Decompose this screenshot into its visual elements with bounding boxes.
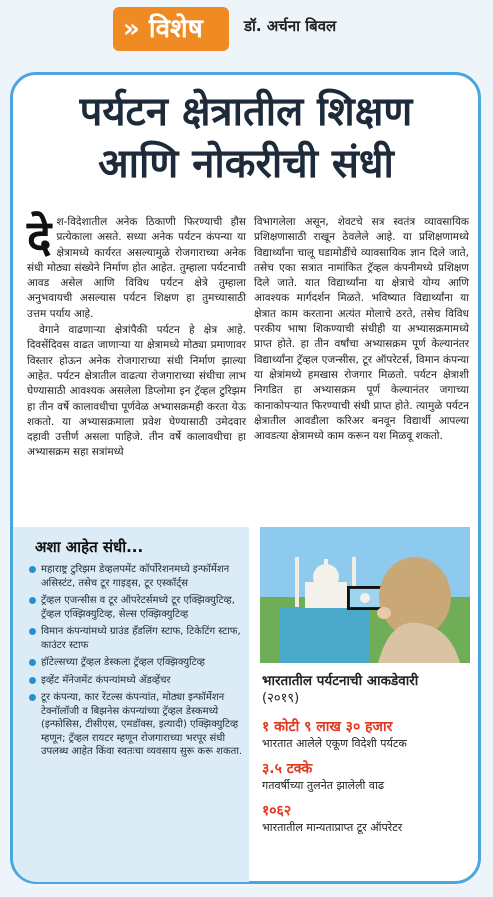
body-column-left bbox=[27, 210, 246, 462]
headline-line-2: आणि नोकरीची संधी bbox=[98, 141, 394, 187]
opportunities-heading: अशा आहेत संधी... bbox=[35, 538, 144, 556]
stat-description: भारतातील मान्यताप्राप्त टूर ऑपरेटर bbox=[262, 821, 403, 834]
opportunities-list bbox=[27, 563, 247, 763]
list-item: हॉटेल्सच्या ट्रॅव्हल डेस्कला ट्रॅव्हल एक्झिक्युटिव्ह bbox=[27, 656, 247, 670]
stats-title: भारतातील पर्यटनाची आकडेवारी bbox=[262, 673, 419, 689]
tourism-stats bbox=[262, 672, 470, 844]
author-name: डॉ. अर्चना बिवल bbox=[244, 17, 337, 35]
section-tag bbox=[113, 7, 229, 51]
body-paragraph: देश-विदेशातील अनेक ठिकाणी फिरण्याची हौस प्रत्येकाला असते. सध्या अनेक पर्यटन कंपन्या या क्षेत्रामध्ये कार्यरत असल्यामुळे रोजगाराच्या अनेक संधी मोठ्या संख्येने निर्माण होत आहेत. तुम्हाला पर्यटनाची आवड असेल आणि विविध पर्यटन क्षेत्रे तुम्हाला अनुभवायची असल्यास पर्यटन शिक्षण हा तुमच्यासाठी उत्तम पर्याय आहे. bbox=[27, 210, 246, 320]
stat-description: भारतात आलेले एकूण विदेशी पर्यटक bbox=[262, 737, 407, 750]
list-item: महाराष्ट्र टुरिझम डेव्हलपमेंट कॉर्पोरेशनमध्ये इन्फॉर्मेशन असिस्टंट, तसेच टूर गाइड्स, टूर एस्कॉर्ट्स bbox=[27, 563, 247, 590]
stat-description: गतवर्षीच्या तुलनेत झालेली वाढ bbox=[262, 779, 385, 792]
stats-year: (२०१९) bbox=[262, 691, 300, 706]
body-paragraph: वेगाने वाढणाऱ्या क्षेत्रांपैकी पर्यटन हे क्षेत्र आहे. दिवसेंदिवस वाढत जाणाऱ्या या क्षेत्रामध्ये मोठ्या प्रमाणावर विस्तार होऊन अनेक रोजगाराच्या संधी निर्माण झाल्या आहेत. पर्यटन क्षेत्रातील वाढत्या रोजगाराच्या संधीचा लाभ घेण्यासाठी आवश्यक असलेला डिप्लोमा इन ट्रॅव्हल टुरिझम हा तीन वर्षे कालावधीचा पूर्णवेळ अभ्यासक्रमही करता येऊ शकतो. या अभ्यासक्रमाला प्रवेश घेण्यासाठी उमेदवार दहावी उत्तीर्ण असला पाहिजे. तीन वर्षे कालावधीचा हा अभ्यासक्रम सहा सत्रांमध्ये bbox=[27, 324, 246, 459]
taj-mahal-photo bbox=[260, 527, 470, 663]
stat-value: १०६२ bbox=[262, 803, 292, 819]
section-tag-label: विशेष bbox=[148, 14, 203, 44]
drop-cap: दे bbox=[27, 210, 52, 264]
taj-mahal-illustration bbox=[260, 527, 470, 663]
stat-value: १ कोटी ९ लाख ३० हजार bbox=[262, 719, 393, 735]
list-item: इव्हेंट मॅनेजमेंट कंपन्यांमध्ये ॲडव्हेंचर bbox=[27, 674, 247, 688]
double-chevron-icon: » bbox=[123, 14, 140, 44]
headline bbox=[22, 86, 470, 190]
list-item: विमान कंपन्यांमध्ये ग्राउंड हँडलिंग स्टाफ, टिकेटिंग स्टाफ, काउंटर स्टाफ bbox=[27, 625, 247, 652]
body-paragraph: विभागलेला असून, शेवटचे सत्र स्वतंत्र व्यावसायिक प्रशिक्षणासाठी राखून ठेवलेले आहे. या प्रशिक्षणामध्ये विद्यार्थ्यांना चालू घडामोडींचे व्यावसायिक ज्ञान दिले जाते, तसेच एका सत्रात नामांकित ट्रॅव्हल कंपनीमध्ये प्रशिक्षण दिले जाते. यात विद्यार्थ्यांना या क्षेत्राचे योग्य आणि आवश्यक मार्गदर्शन मिळते. भविष्यात विद्यार्थ्यांना या क्षेत्रात काम करताना अत्यंत मोलाचे ठरते, तसेच विविध परकीय भाषा शिकण्याची संधीही या अभ्यासक्रमामध्ये प्राप्त होते. हा तीन वर्षांचा अभ्यासक्रम पूर्ण केल्यानंतर विद्यार्थ्यांना ट्रॅव्हल एजन्सीस, टूर ऑपरेटर्स, विमान कंपन्या या क्षेत्रांमध्ये हमखास रोजगार मिळतो. पर्यटन क्षेत्राशी निगडित हा अभ्यासक्रम पूर्ण केल्यानंतर जगाच्या कानाकोपऱ्यात फिरण्याची संधी प्राप्त होते. त्यामुळे पर्यटन क्षेत्रातील आवडीला करिअर बनवून विद्यार्थी आपल्या आवडत्या क्षेत्रामध्ये काम करून यश मिळवू शकतो. bbox=[254, 216, 469, 443]
list-item: ट्रॅव्हल एजन्सीस व टूर ऑपरेटर्समध्ये टूर एक्झिक्युटिव्ह, ट्रॅव्हल एक्झिक्युटिव्ह, सेल्स एक्झिक्युटिव्ह bbox=[27, 594, 247, 621]
list-item: टूर कंपन्या, कार रेंटल्स कंपन्यांत, मोठ्या इन्फॉर्मेशन टेक्नॉलॉजी व बिझनेस कंपन्यांच्या ट्रॅव्हल डेस्कमध्ये (इन्फोसिस, टीसीएस, एमडॉक्स, इत्यादी) एक्झिक्युटिव्ह म्हणून; ट्रॅव्हल रायटर म्हणून रोजगाराच्या भरपूर संधी उपलब्ध आहेत किंवा स्वतःचा व्यवसाय सुरू करू शकता. bbox=[27, 691, 247, 759]
stat-value: ३.५ टक्के bbox=[262, 761, 313, 777]
headline-line-1: पर्यटन क्षेत्रातील शिक्षण bbox=[79, 89, 413, 135]
opportunities-box bbox=[13, 527, 249, 882]
body-column-right bbox=[254, 215, 469, 445]
